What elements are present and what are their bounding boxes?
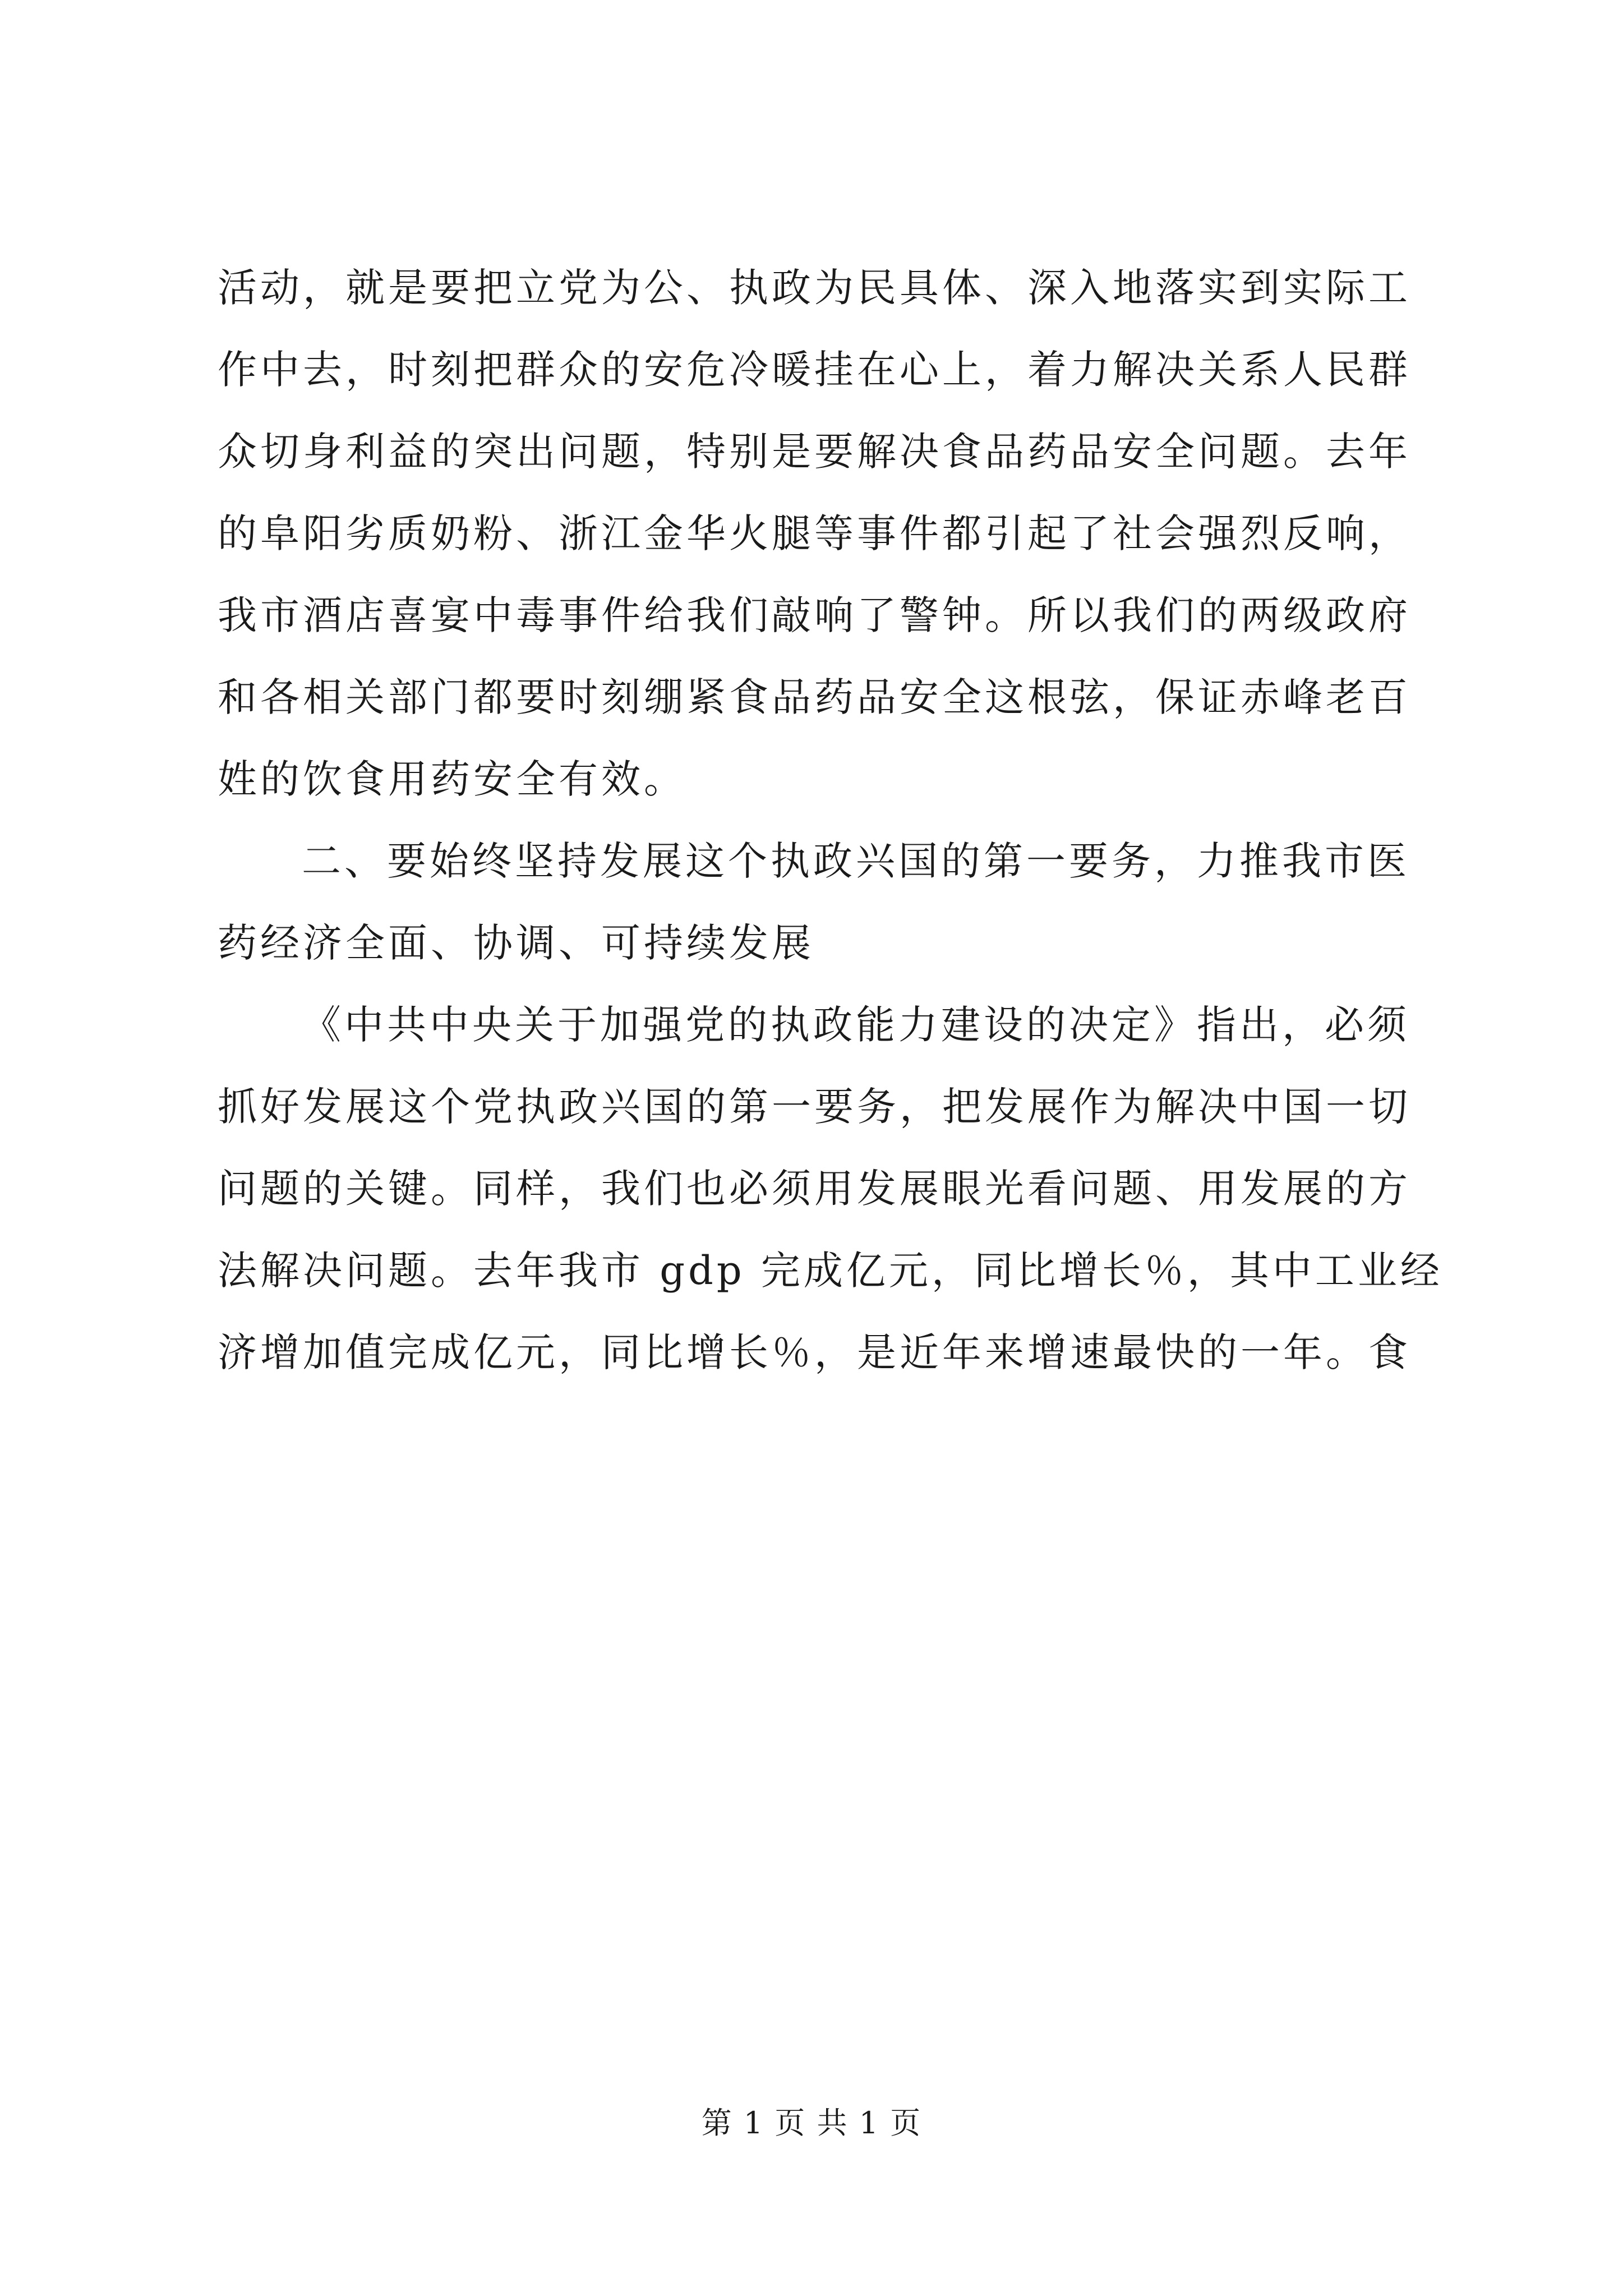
body-line: 法解决问题。去年我市 gdp 完成亿元，同比增长％，其中工业经	[218, 1248, 1443, 1294]
body-line: 活动，就是要把立党为公、执政为民具体、深入地落实到实际工	[218, 265, 1411, 311]
section-heading-line: 药经济全面、协调、可持续发展	[218, 920, 814, 966]
body-line: 和各相关部门都要时刻绷紧食品药品安全这根弦，保证赤峰老百	[218, 674, 1411, 720]
body-line: 的阜阳劣质奶粉、浙江金华火腿等事件都引起了社会强烈反响，	[218, 510, 1411, 556]
body-line: 《中共中央关于加强党的执政能力建设的决定》指出，必须	[302, 1002, 1410, 1048]
body-line: 济增加值完成亿元，同比增长％，是近年来增速最快的一年。食	[218, 1329, 1411, 1375]
document-body	[218, 247, 1443, 1393]
page-footer	[0, 2104, 1623, 2143]
body-line: 我市酒店喜宴中毒事件给我们敲响了警钟。所以我们的两级政府	[218, 592, 1411, 638]
page-indicator: 第 1 页 共 1 页	[701, 2105, 922, 2141]
body-line: 作中去，时刻把群众的安危冷暖挂在心上，着力解决关系人民群	[218, 347, 1411, 393]
body-line: 抓好发展这个党执政兴国的第一要务，把发展作为解决中国一切	[218, 1084, 1411, 1130]
body-line: 问题的关键。同样，我们也必须用发展眼光看问题、用发展的方	[218, 1166, 1411, 1212]
body-line: 姓的饮食用药安全有效。	[218, 756, 686, 802]
body-line: 众切身利益的突出问题，特别是要解决食品药品安全问题。去年	[218, 429, 1411, 475]
section-heading-line: 二、要始终坚持发展这个执政兴国的第一要务，力推我市医	[302, 838, 1410, 884]
